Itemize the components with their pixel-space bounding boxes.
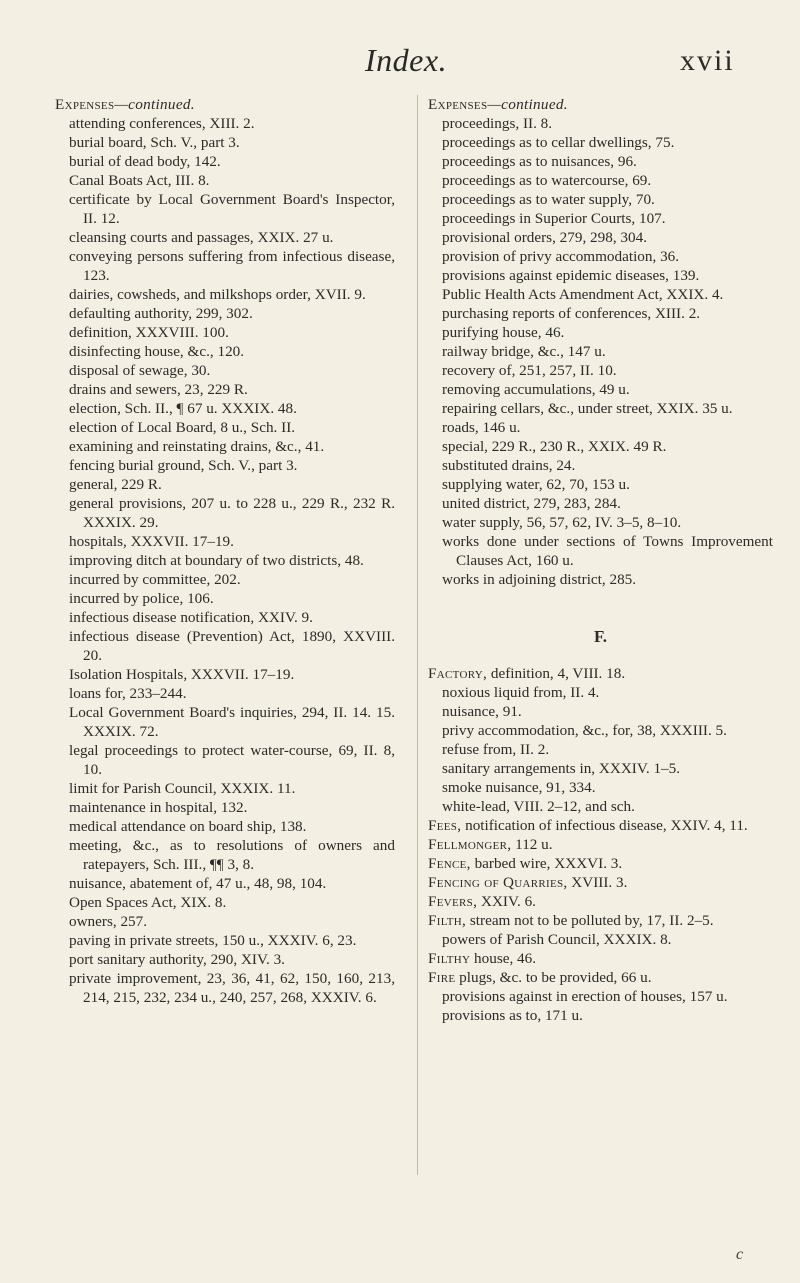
index-entry: repairing cellars, &c., under street, XXIX. 35 u. [442,400,733,417]
headword: Fire [428,969,456,986]
heading-word: Expenses [55,96,115,113]
index-entry: disinfecting house, &c., 120. [69,343,245,360]
entry-text: smoke nuisance, 91, 334. [442,779,596,796]
index-entry: certificate by Local Government Board's Inspector, II. 12. [69,191,395,227]
heading-word: Expenses [428,96,488,113]
right-entry-list [428,114,773,589]
index-entry: hospitals, XXXVII. 17–19. [69,533,234,550]
entry-text: privy accommodation, &c., for, 38, XXXIII. 5. [442,722,727,739]
index-entry: works done under sections of Towns Improvement Clauses Act, 160 u. [442,533,773,569]
index-entry: works in adjoining district, 285. [442,571,637,588]
page-number: xvii [680,44,735,77]
index-entry: proceedings as to water supply, 70. [442,191,655,208]
index-entry: improving ditch at boundary of two districts, 48. [69,552,364,569]
headword: Fees, [428,817,462,834]
right-column-heading [428,95,773,114]
index-headword-entry [428,911,773,930]
index-entry: purchasing reports of conferences, XIII. 2. [442,305,701,322]
index-entry: dairies, cowsheds, and milkshops order, XVII. 9. [69,286,366,303]
index-entry: Public Health Acts Amendment Act, XXIX. 4. [442,286,724,303]
index-entry: general, 229 R. [69,476,162,493]
entry-text: powers of Parish Council, XXXIX. 8. [442,931,672,948]
index-entry: conveying persons suffering from infectious disease, 123. [69,248,395,284]
entry-text: refuse from, II. 2. [442,741,550,758]
signature-mark: c [736,1246,744,1263]
index-entry: proceedings as to watercourse, 69. [442,172,652,189]
index-entry: infectious disease notification, XXIV. 9. [69,609,313,626]
entry-text: 112 u. [511,836,553,853]
index-entry: provisional orders, 279, 298, 304. [442,229,648,246]
index-entry: loans for, 233–244. [69,685,187,702]
headword: Factory, [428,665,488,682]
f-entry-list [428,664,773,1025]
index-headword-entry [428,873,773,892]
index-entry: incurred by committee, 202. [69,571,241,588]
heading-continued: —continued. [487,96,568,113]
entry-text: noxious liquid from, II. 4. [442,684,600,701]
index-subentry [442,721,773,740]
index-entry: special, 229 R., 230 R., XXIX. 49 R. [442,438,667,455]
index-entry: port sanitary authority, 290, XIV. 3. [69,951,285,968]
index-entry: private improvement, 23, 36, 41, 62, 150, 160, 213, 214, 215, 232, 234 u., 240, 257, 268, XXXIV. 6. [69,970,395,1006]
right-column [428,95,773,1025]
headword: Filthy [428,950,471,967]
entry-text: XXIV. 6. [477,893,536,910]
index-subentry [442,740,773,759]
index-entry: examining and reinstating drains, &c., 41. [69,438,325,455]
index-entry: infectious disease (Prevention) Act, 1890, XXVIII. 20. [69,628,395,664]
index-entry: owners, 257. [69,913,148,930]
index-subentry [442,1006,773,1025]
index-entry: cleansing courts and passages, XXIX. 27 u. [69,229,334,246]
index-entry: fencing burial ground, Sch. V., part 3. [69,457,298,474]
index-entry: proceedings as to cellar dwellings, 75. [442,134,675,151]
index-entry: attending conferences, XIII. 2. [69,115,255,132]
heading-continued: —continued. [114,96,195,113]
index-entry: Local Government Board's inquiries, 294, II. 14. 15. XXXIX. 72. [69,704,395,740]
index-subentry [442,797,773,816]
entry-text: provisions as to, 171 u. [442,1007,583,1024]
index-entry: disposal of sewage, 30. [69,362,211,379]
index-headword-entry [428,816,773,835]
index-entry: railway bridge, &c., 147 u. [442,343,606,360]
index-entry: general provisions, 207 u. to 228 u., 229 R., 232 R. XXXIX. 29. [69,495,395,531]
index-entry: paving in private streets, 150 u., XXXIV. 6, 23. [69,932,357,949]
index-entry: Canal Boats Act, III. 8. [69,172,210,189]
index-entry: proceedings as to nuisances, 96. [442,153,637,170]
index-headword-entry [428,892,773,911]
entry-text: nuisance, 91. [442,703,522,720]
index-entry: supplying water, 62, 70, 153 u. [442,476,630,493]
entry-text: definition, 4, VIII. 18. [487,665,626,682]
column-divider [417,95,418,1175]
left-column [55,95,395,1007]
index-subentry [442,778,773,797]
index-entry: nuisance, abatement of, 47 u., 48, 98, 104. [69,875,327,892]
entry-text: white-lead, VIII. 2–12, and sch. [442,798,635,815]
entry-text: plugs, &c. to be provided, 66 u. [455,969,652,986]
index-entry: election, Sch. II., ¶ 67 u. XXXIX. 48. [69,400,297,417]
headword: Fellmonger, [428,836,512,853]
index-entry: limit for Parish Council, XXXIX. 11. [69,780,296,797]
index-headword-entry [428,835,773,854]
entry-text: sanitary arrangements in, XXXIV. 1–5. [442,760,681,777]
entry-text: barbed wire, XXXVI. 3. [470,855,623,872]
index-entry: legal proceedings to protect water-course, 69, II. 8, 10. [69,742,395,778]
entry-text: stream not to be polluted by, 17, II. 2–5. [466,912,714,929]
index-entry: burial board, Sch. V., part 3. [69,134,240,151]
index-entry: meeting, &c., as to resolutions of owners and ratepayers, Sch. III., ¶¶ 3, 8. [69,837,395,873]
index-subentry [442,987,773,1006]
index-entry: recovery of, 251, 257, II. 10. [442,362,617,379]
entry-text: XVIII. 3. [567,874,628,891]
index-subentry [442,930,773,949]
index-headword-entry [428,949,773,968]
index-entry: maintenance in hospital, 132. [69,799,248,816]
index-entry: removing accumulations, 49 u. [442,381,630,398]
headword: Fevers, [428,893,478,910]
index-entry: substituted drains, 24. [442,457,576,474]
headword: Fencing of Quarries, [428,874,568,891]
index-entry: purifying house, 46. [442,324,565,341]
index-entry: drains and sewers, 23, 229 R. [69,381,248,398]
entry-text: house, 46. [470,950,537,967]
index-entry: Isolation Hospitals, XXXVII. 17–19. [69,666,295,683]
left-entry-list [55,114,395,1007]
index-headword-entry [428,854,773,873]
section-letter: F. [593,627,608,646]
headword: Filth, [428,912,467,929]
index-entry: medical attendance on board ship, 138. [69,818,307,835]
index-subentry [442,683,773,702]
index-subentry [442,702,773,721]
index-entry: defaulting authority, 299, 302. [69,305,253,322]
index-entry: proceedings, II. 8. [442,115,553,132]
headword: Fence, [428,855,471,872]
index-entry: provisions against epidemic diseases, 139. [442,267,700,284]
index-entry: proceedings in Superior Courts, 107. [442,210,666,227]
index-entry: roads, 146 u. [442,419,521,436]
index-subentry [442,759,773,778]
entry-text: provisions against in erection of houses, 157 u. [442,988,728,1005]
index-headword-entry [428,968,773,987]
index-entry: provision of privy accommodation, 36. [442,248,680,265]
index-headword-entry [428,664,773,683]
left-column-heading [55,95,395,114]
index-entry: Open Spaces Act, XIX. 8. [69,894,227,911]
running-title: Index. [365,42,448,78]
index-entry: definition, XXXVIII. 100. [69,324,229,341]
index-entry: election of Local Board, 8 u., Sch. II. [69,419,296,436]
entry-text: notification of infectious disease, XXIV. 4, 11. [461,817,748,834]
index-entry: water supply, 56, 57, 62, IV. 3–5, 8–10. [442,514,682,531]
index-entry: incurred by police, 106. [69,590,214,607]
index-entry: burial of dead body, 142. [69,153,221,170]
index-entry: united district, 279, 283, 284. [442,495,621,512]
